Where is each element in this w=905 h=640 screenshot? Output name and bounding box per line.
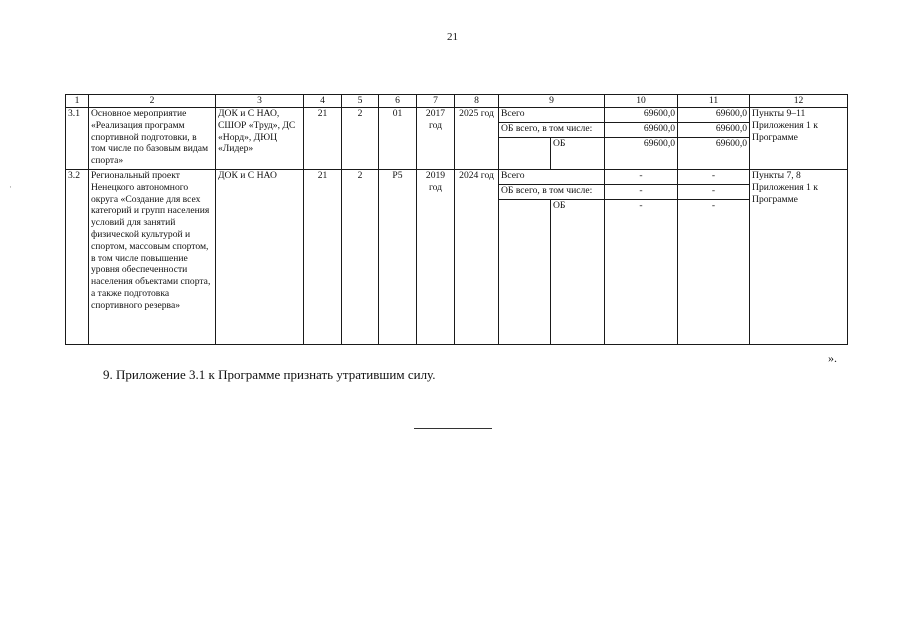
value-col10: 69600,0 — [605, 108, 678, 123]
closing-quote: ». — [828, 351, 837, 365]
executor: ДОК и С НАО — [216, 170, 304, 345]
measure-name: Региональный проект Ненецкого автономного округа «Создание для всех категорий и групп населения условий для занятий физической культурой и спортом, массовым спортом, в том числе повышение уровня обеспеченности населения объектами спорта, а также подготовка спортивного резерва» — [89, 170, 216, 345]
cell-col5: 2 — [342, 108, 379, 170]
value-col10: 69600,0 — [605, 123, 678, 138]
row-number: 3.1 — [66, 108, 89, 170]
column-header: 6 — [379, 95, 417, 108]
end-year: 2025 год — [455, 108, 499, 170]
column-header: 8 — [455, 95, 499, 108]
value-col10: - — [605, 200, 678, 345]
column-header: 5 — [342, 95, 379, 108]
reference: Пункты 7, 8 Приложения 1 к Программе — [750, 170, 848, 345]
column-header: 1 — [66, 95, 89, 108]
value-col11: - — [678, 200, 750, 345]
column-header: 7 — [417, 95, 455, 108]
cell-col4: 21 — [304, 108, 342, 170]
column-header: 2 — [89, 95, 216, 108]
cell-col6: P5 — [379, 170, 417, 345]
table-header-row — [66, 95, 848, 108]
fin-source-sublabel: ОБ — [551, 200, 605, 345]
cell-col4: 21 — [304, 170, 342, 345]
start-year: 2017 год — [417, 108, 455, 170]
column-header: 4 — [304, 95, 342, 108]
fin-source-indent — [499, 138, 551, 170]
measure-name: Основное мероприятие «Реализация программ спортивной подготовки, в том числе по базовым видам спорта» — [89, 108, 216, 170]
cell-col6: 01 — [379, 108, 417, 170]
column-header: 10 — [605, 95, 678, 108]
start-year: 2019 год — [417, 170, 455, 345]
cell-col5: 2 — [342, 170, 379, 345]
reference: Пункты 9–11 Приложения 1 к Программе — [750, 108, 848, 170]
value-col11: - — [678, 170, 750, 185]
column-header: 9 — [499, 95, 605, 108]
executor: ДОК и С НАО, СШОР «Труд», ДС «Норд», ДЮЦ «Лидер» — [216, 108, 304, 170]
value-col11: 69600,0 — [678, 123, 750, 138]
value-col10: 69600,0 — [605, 138, 678, 170]
value-col10: - — [605, 185, 678, 200]
fin-source-label: Всего — [499, 108, 605, 123]
item-nine-text: 9. Приложение 3.1 к Программе признать утратившим силу. — [103, 367, 436, 382]
row-number: 3.2 — [66, 170, 89, 345]
fin-source-label: Всего — [499, 170, 605, 185]
column-header: 11 — [678, 95, 750, 108]
value-col10: - — [605, 170, 678, 185]
end-year: 2024 год — [455, 170, 499, 345]
column-header: 12 — [750, 95, 848, 108]
end-rule — [414, 428, 492, 429]
value-col11: 69600,0 — [678, 138, 750, 170]
fin-source-label: ОБ всего, в том числе: — [499, 123, 605, 138]
margin-mark: · — [9, 182, 12, 192]
fin-source-indent — [499, 200, 551, 345]
fin-source-label: ОБ всего, в том числе: — [499, 185, 605, 200]
column-header: 3 — [216, 95, 304, 108]
page-number: 21 — [447, 31, 458, 43]
value-col11: 69600,0 — [678, 108, 750, 123]
value-col11: - — [678, 185, 750, 200]
program-table — [65, 94, 848, 345]
table-row — [66, 170, 848, 185]
table-row — [66, 108, 848, 123]
fin-source-sublabel: ОБ — [551, 138, 605, 170]
